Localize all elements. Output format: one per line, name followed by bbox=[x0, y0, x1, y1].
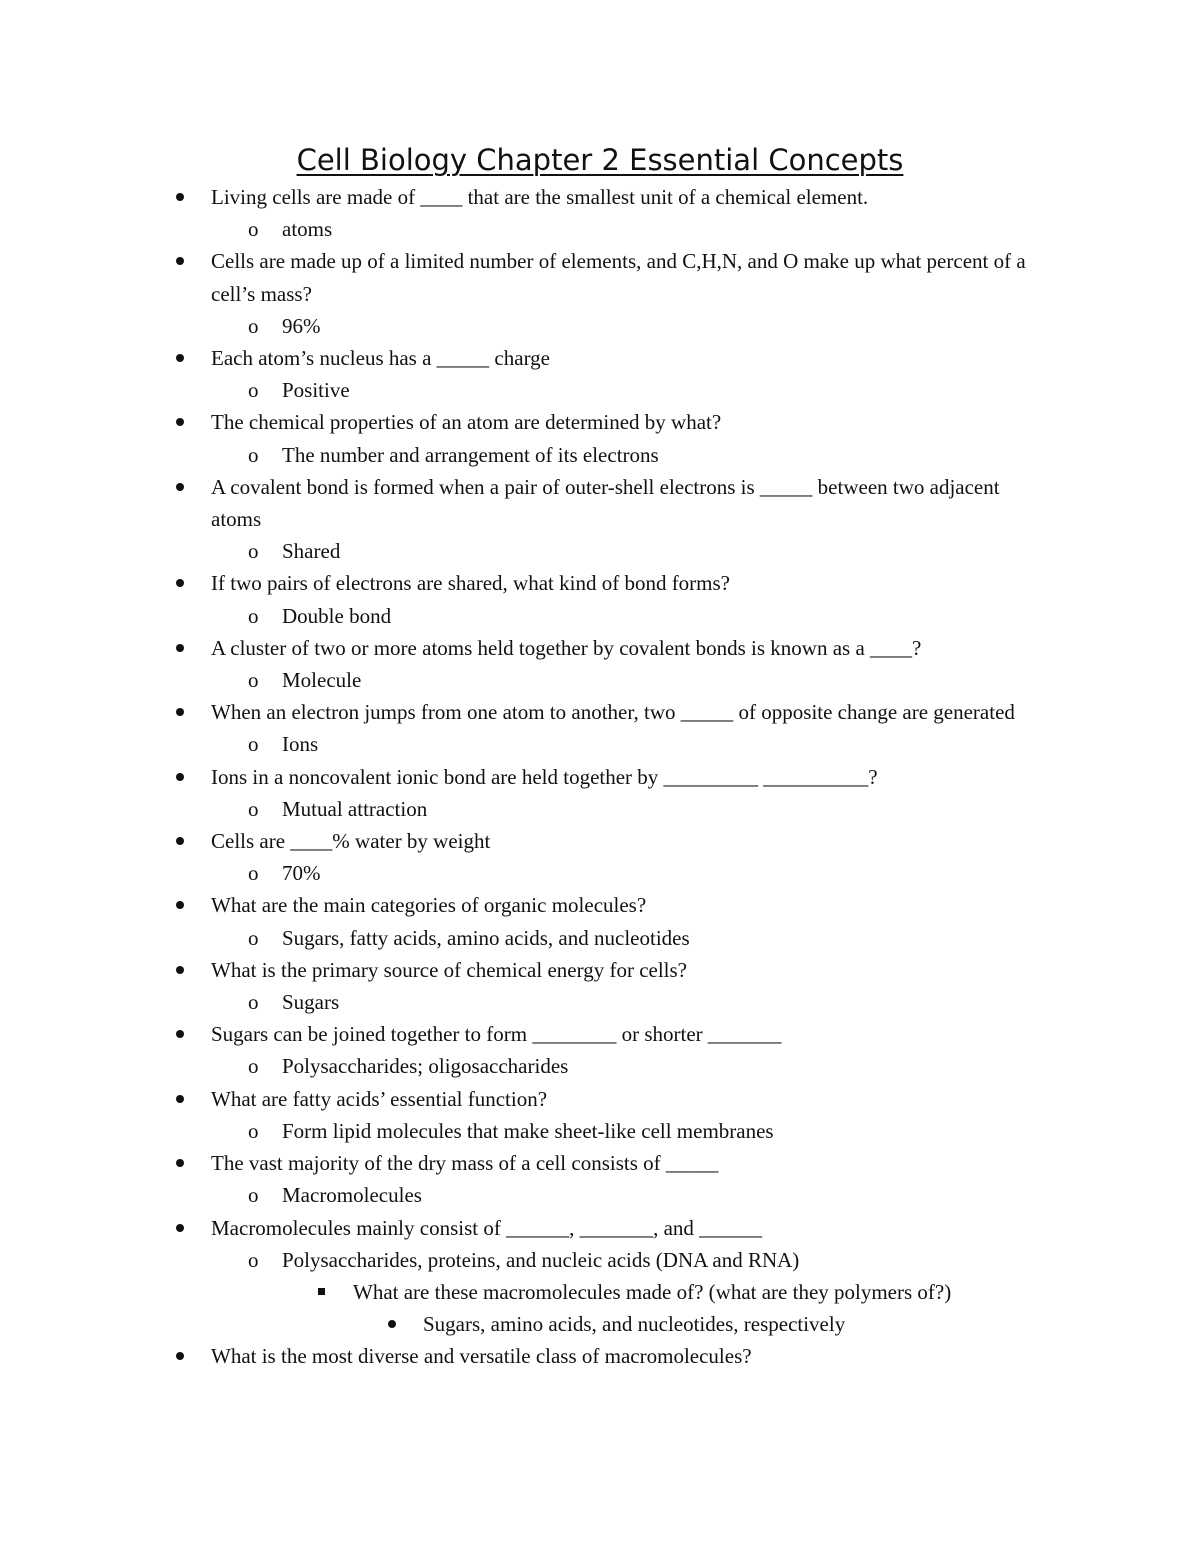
item-text: Sugars bbox=[282, 990, 340, 1015]
item-text: A cluster of two or more atoms held together by covalent bonds is known as a ____? bbox=[211, 635, 922, 660]
item-text: What is the most diverse and versatile class of macromolecules? bbox=[211, 1344, 752, 1369]
question-item bbox=[0, 889, 1031, 921]
question-item bbox=[0, 567, 1031, 599]
question-item bbox=[0, 342, 1031, 374]
item-text: The number and arrangement of its electrons bbox=[282, 442, 659, 467]
bullet-dot-icon bbox=[176, 579, 184, 587]
bullet-dot-icon bbox=[176, 1352, 184, 1360]
circle-bullet-icon: o bbox=[248, 925, 259, 950]
circle-bullet-icon: o bbox=[248, 668, 259, 693]
bullet-dot-icon bbox=[176, 644, 184, 652]
item-text: Macromolecules bbox=[282, 1183, 422, 1208]
bullet-dot-icon bbox=[176, 354, 184, 362]
circle-bullet-icon: o bbox=[248, 1118, 259, 1143]
bullet-dot-icon bbox=[176, 1159, 184, 1167]
bullet-dot-icon bbox=[388, 1320, 396, 1328]
circle-bullet-icon: o bbox=[248, 861, 259, 886]
circle-bullet-icon: o bbox=[248, 1247, 259, 1272]
item-text: What are fatty acids’ essential function? bbox=[211, 1086, 548, 1111]
bullet-dot-icon bbox=[176, 257, 184, 265]
question-item bbox=[0, 181, 1031, 213]
item-text: Sugars, fatty acids, amino acids, and nucleotides bbox=[282, 925, 690, 950]
item-text: atoms bbox=[282, 217, 333, 242]
answer-item bbox=[0, 986, 1102, 1018]
answer-item bbox=[0, 793, 1102, 825]
question-list bbox=[0, 181, 1200, 1373]
item-text: Shared bbox=[282, 539, 341, 564]
item-text: Ions in a noncovalent ionic bond are held together by _________ __________? bbox=[211, 764, 878, 789]
item-text: Sugars can be joined together to form ________ or shorter _______ bbox=[211, 1022, 782, 1047]
bullet-dot-icon bbox=[176, 193, 184, 201]
circle-bullet-icon: o bbox=[248, 990, 259, 1015]
sub-question-item bbox=[0, 1276, 1133, 1308]
circle-bullet-icon: o bbox=[248, 217, 259, 242]
circle-bullet-icon: o bbox=[248, 732, 259, 757]
bullet-dot-icon bbox=[176, 773, 184, 781]
item-text: Mutual attraction bbox=[282, 796, 428, 821]
answer-item bbox=[0, 439, 1102, 471]
question-item bbox=[0, 632, 1031, 664]
answer-item bbox=[0, 213, 1102, 245]
item-text: Sugars, amino acids, and nucleotides, respectively bbox=[423, 1312, 846, 1337]
answer-item bbox=[0, 922, 1102, 954]
question-item bbox=[0, 825, 1031, 857]
circle-bullet-icon: o bbox=[248, 539, 259, 564]
item-text: What are these macromolecules made of? (what are they polymers of?) bbox=[353, 1279, 952, 1304]
circle-bullet-icon: o bbox=[248, 1054, 259, 1079]
item-text: When an electron jumps from one atom to another, two _____ of opposite change are generated bbox=[211, 700, 1015, 725]
bullet-dot-icon bbox=[176, 708, 184, 716]
answer-item bbox=[0, 310, 1102, 342]
item-text: A covalent bond is formed when a pair of outer-shell electrons is _____ between two adjacent atoms bbox=[211, 474, 1000, 532]
document-title: Cell Biology Chapter 2 Essential Concepts bbox=[296, 143, 904, 177]
square-bullet-icon bbox=[318, 1288, 325, 1295]
answer-item bbox=[0, 535, 1102, 567]
question-item bbox=[0, 954, 1031, 986]
answer-item bbox=[0, 664, 1102, 696]
answer-item bbox=[0, 1179, 1102, 1211]
answer-item bbox=[0, 374, 1102, 406]
answer-item bbox=[0, 1050, 1102, 1082]
item-text: Positive bbox=[282, 378, 350, 403]
answer-item bbox=[0, 600, 1102, 632]
circle-bullet-icon: o bbox=[248, 1183, 259, 1208]
question-item bbox=[0, 761, 1031, 793]
question-item bbox=[0, 1340, 1031, 1372]
item-text: The chemical properties of an atom are determined by what? bbox=[211, 410, 722, 435]
question-item bbox=[0, 1147, 1031, 1179]
bullet-dot-icon bbox=[176, 837, 184, 845]
bullet-dot-icon bbox=[176, 1095, 184, 1103]
item-text: If two pairs of electrons are shared, what kind of bond forms? bbox=[211, 571, 731, 596]
question-item bbox=[0, 1083, 1031, 1115]
item-text: Living cells are made of ____ that are the smallest unit of a chemical element. bbox=[211, 185, 869, 209]
circle-bullet-icon: o bbox=[248, 603, 259, 628]
item-text: Ions bbox=[282, 732, 319, 757]
question-item bbox=[0, 1018, 1031, 1050]
circle-bullet-icon: o bbox=[248, 313, 259, 338]
circle-bullet-icon: o bbox=[248, 378, 259, 403]
item-text: What are the main categories of organic molecules? bbox=[211, 893, 647, 918]
item-text: Form lipid molecules that make sheet-like cell membranes bbox=[282, 1118, 774, 1143]
item-text: What is the primary source of chemical energy for cells? bbox=[211, 957, 687, 982]
item-text: 96% bbox=[282, 313, 321, 338]
bullet-dot-icon bbox=[176, 418, 184, 426]
question-item bbox=[0, 1212, 1031, 1244]
item-text: Each atom’s nucleus has a _____ charge bbox=[211, 346, 551, 371]
answer-item bbox=[0, 1244, 1102, 1276]
bullet-dot-icon bbox=[176, 1030, 184, 1038]
item-text: 70% bbox=[282, 861, 321, 886]
item-text: Polysaccharides, proteins, and nucleic acids (DNA and RNA) bbox=[282, 1247, 800, 1272]
circle-bullet-icon: o bbox=[248, 442, 259, 467]
sub-answer-item bbox=[0, 1308, 1123, 1340]
answer-item bbox=[0, 728, 1102, 760]
item-text: Cells are ____% water by weight bbox=[211, 829, 491, 854]
item-text: The vast majority of the dry mass of a cell consists of _____ bbox=[211, 1151, 719, 1176]
item-text: Double bond bbox=[282, 603, 392, 628]
answer-item bbox=[0, 857, 1102, 889]
question-item bbox=[0, 696, 1031, 728]
answer-item bbox=[0, 1115, 1102, 1147]
question-item bbox=[0, 471, 1031, 535]
bullet-dot-icon bbox=[176, 966, 184, 974]
item-text: Macromolecules mainly consist of ______, _______, and ______ bbox=[211, 1215, 763, 1240]
bullet-dot-icon bbox=[176, 1224, 184, 1232]
circle-bullet-icon: o bbox=[248, 796, 259, 821]
item-text: Polysaccharides; oligosaccharides bbox=[282, 1054, 569, 1079]
question-item bbox=[0, 245, 1031, 309]
item-text: Cells are made up of a limited number of elements, and C,H,N, and O make up what percent of a cell’s mass? bbox=[211, 249, 1026, 306]
bullet-dot-icon bbox=[176, 901, 184, 909]
item-text: Molecule bbox=[282, 668, 362, 693]
question-item bbox=[0, 406, 1031, 438]
bullet-dot-icon bbox=[176, 483, 184, 491]
